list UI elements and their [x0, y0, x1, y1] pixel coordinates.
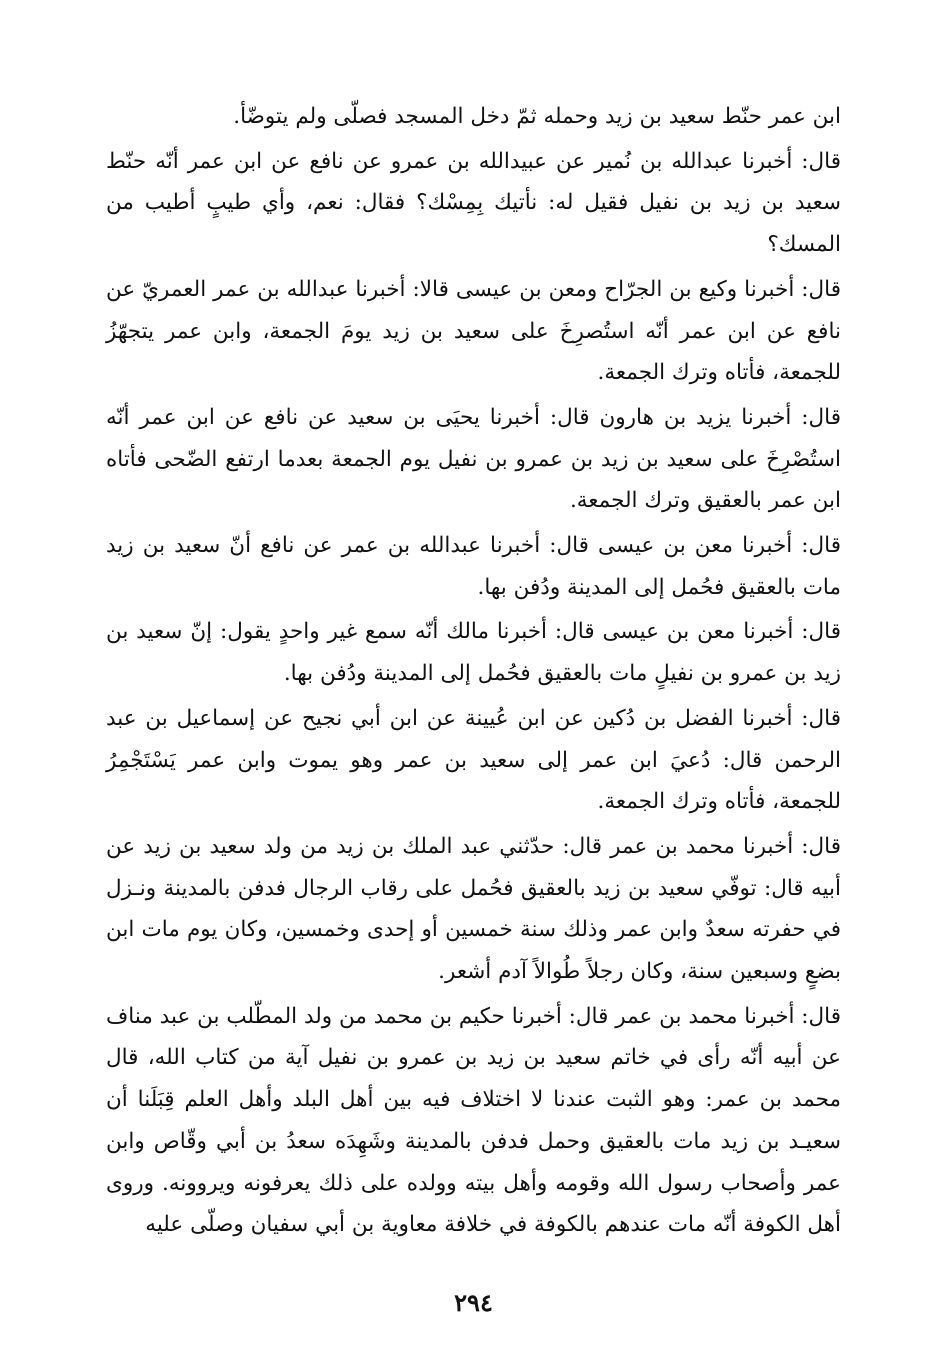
paragraph-2: قال: أخبرنا عبدالله بن نُمير عن عبيدالله بن عمرو عن نافع عن ابن عمر أنّه حنّط سعيد بن زيد بن نفيل فقيل له: نأتيك بِمِسْك؟ فقال: نعم، وأي طيبٍ أطيب من المسك؟	[106, 148, 841, 258]
paragraph-7: قال: أخبرنا الفضل بن دُكين عن ابن عُيينة عن ابن أبي نجيح عن إسماعيل بن عبد الرحمن قال: دُعيَ ابن عمر إلى سعيد بن عمر وهو يموت وابن عمر يَسْتَجْمِرُ للجمعة، فأتاه وترك الجمعة.	[106, 705, 841, 815]
paragraph-6: قال: أخبرنا معن بن عيسى قال: أخبرنا مالك أنّه سمع غير واحدٍ يقول: إنّ سعيد بن زيد بن عمرو بن نفيلٍ مات بالعقيق فحُمل إلى المدينة ودُفن بها.	[106, 619, 841, 687]
paragraph-3: قال: أخبرنا وكيع بن الجرّاح ومعن بن عيسى قالا: أخبرنا عبدالله بن عمر العمريّ عن نافع عن ابن عمر أنّه استُصرِخَ على سعيد بن زيد يومَ الجمعة، وابن عمر يتجهّزُ للجمعة، فأتاه وترك الجمعة.	[106, 276, 841, 386]
paragraph-9: قال: أخبرنا محمد بن عمر قال: أخبرنا حكيم بن محمد من ولد المطّلب بن عبد مناف عن أبيه أنّه رأى في خاتم سعيد بن زيد بن عمرو بن نفيل آية من كتاب الله، قال محمد بن عمر: وهو الثبت عندنا لا اختلاف فيه بين أهل البلد وأهل العلم قِبَلَنا أن سعيـد بن زيد مات بالعقيق وحمل فدفن بالمدينة وشَهِدَه سعدُ بن أبي وقّاص وابن عمر وأصحاب رسول الله وقومه وأهل بيته وولده على ذلك يعرفونه ويروونه. وروى أهل الكوفة أنّه مات عندهم بالكوفة في خلافة معاوية بن أبي سفيان وصلّى عليه	[106, 1003, 841, 1238]
paragraph-8: قال: أخبرنا محمد بن عمر قال: حدّثني عبد الملك بن زيد من ولد سعيد بن زيد عن أبيه قال: توفّي سعيد بن زيد بالعقيق فحُمل على رقاب الرجال فدفن بالمدينة ونـزل في حفرته سعدٌ وابن عمر وذلك سنة خمسين أو إحدى وخمسين، وكان يوم مات ابن بضعٍ وسبعين سنة، وكان رجلاً طُوالاً آدم أشعر.	[106, 833, 841, 985]
main-text	[106, 96, 841, 1246]
page-number: ٢٩٤	[454, 1288, 493, 1317]
paragraph-5: قال: أخبرنا معن بن عيسى قال: أخبرنا عبدالله بن عمر عن نافع أنّ سعيد بن زيد مات بالعقيق فحُمل إلى المدينة ودُفن بها.	[106, 533, 841, 600]
paragraph-4: قال: أخبرنا يزيد بن هارون قال: أخبرنا يحيَى بن سعيد عن نافع عن ابن عمر أنّه استُصْرِخَ على سعيد بن زيد بن عمرو بن نفيل يوم الجمعة بعدما ارتفع الضّحى فأتاه ابن عمر بالعقيق وترك الجمعة.	[106, 404, 841, 514]
paragraph-1: ابن عمر حنّط سعيد بن زيد وحمله ثمّ دخل المسجد فصلّى ولم يتوضّأ.	[233, 104, 841, 129]
